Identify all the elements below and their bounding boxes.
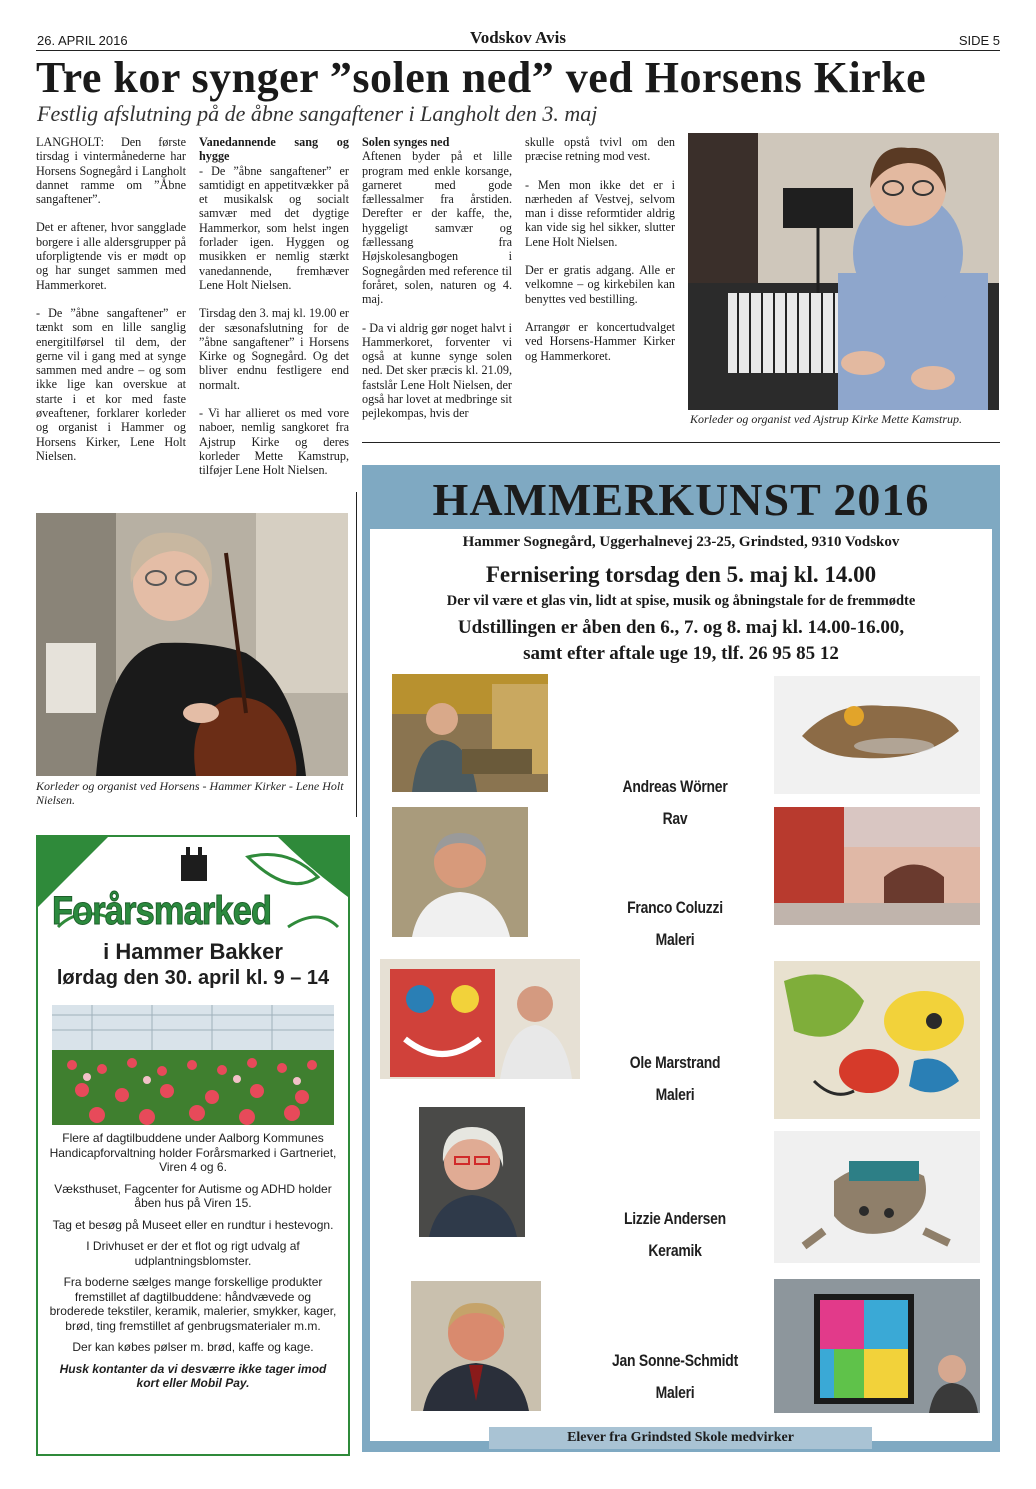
forarsmarked-ad	[36, 835, 350, 1456]
artist-medium: Maleri	[655, 1383, 695, 1402]
section-heading: Solen synges ned	[362, 135, 450, 149]
paragraph: - De ”åbne sangaftener” er samtidigt en appetitvækker på et musikalsk og socialt samvær med det dygtige Hammerkor, som helst ingen forlader igen. Hyggen og musikken er nemlig stærkt vanedannende, fremhæver Lene Holt Nielsen.	[199, 163, 349, 292]
artist-name: Andreas Wörner	[622, 777, 728, 796]
ad-date: lørdag den 30. april kl. 9 – 14	[56, 967, 330, 989]
ad-paragraph: Flere af dagtilbuddene under Aalborg Kommunes Handicapforvaltning holder Forårsmarked i Gartneriet, Viren 4 og 6.	[49, 1131, 337, 1174]
paragraph: LANGHOLT: Den første tirsdag i vintermånederne har Horsens Sognegård i Langholt dannet ramme om ”Åbne sangaftener”.	[36, 135, 186, 207]
artist-medium: Rav	[662, 809, 688, 828]
header-rule	[36, 50, 1000, 51]
pianist-photo	[688, 133, 999, 410]
ad-title: Forårsmarked	[52, 889, 272, 933]
artist-sonne-schmidt	[581, 1345, 770, 1409]
article-column-1	[36, 135, 186, 477]
section-heading: Vanedannende sang og hygge	[199, 135, 349, 164]
hammerkunst-title: HAMMERKUNST 2016	[432, 474, 930, 525]
artist-marstrand	[581, 1047, 770, 1111]
paragraph: Det er aftener, hvor sangglade borgere i alle aldersgrupper på uforpligtende vis er mødt op og har sunget sammen med Hammerkoret.	[36, 220, 186, 292]
issue-date: 26. APRIL 2016	[37, 33, 128, 48]
cellist-photo	[36, 513, 348, 776]
article-column-3	[362, 135, 512, 435]
artist-photo-andersen	[419, 1107, 525, 1237]
ad-footer: Husk kontanter da vi desværre ikke tager imod kort eller Mobil Pay.	[59, 1361, 327, 1390]
ad-body	[48, 1131, 338, 1398]
paragraph: Aftenen byder på et lille program med enkle korsange, garneret med gode fællessalmer fra årstiden. Derefter er der kaffe, the, hyggeligt samvær og fællessang fra Højskolesangbogen i Sognegården med reference til foråret, solen, naturen og 4. maj.	[362, 149, 512, 307]
artist-photo-worner	[392, 674, 548, 792]
paragraph: Tirsdag den 3. maj kl. 19.00 er der sæsonafslutning for de ”åbne sangaftener” i Horsens Kirke og Sognegård. Og det bliver endnu festligere end normalt.	[199, 306, 349, 392]
page-number: SIDE 5	[958, 33, 1000, 48]
ad-paragraph: Der kan købes pølser m. brød, kaffe og kage.	[72, 1340, 314, 1354]
paragraph: Arrangør er koncertudvalget ved Horsens-Hammer Kirker og Hammerkoret.	[525, 319, 675, 363]
artist-name: Ole Marstrand	[629, 1053, 721, 1072]
greenhouse-photo	[52, 1005, 334, 1125]
pianist-caption: Korleder og organist ved Ajstrup Kirke Mette Kamstrup.	[690, 412, 962, 426]
artist-name: Lizzie Andersen	[624, 1209, 726, 1228]
artwork-amber	[774, 676, 980, 794]
artist-coluzzi	[581, 892, 770, 956]
hammerkunst-footer: Elever fra Grindsted Skole medvirker	[489, 1427, 872, 1449]
cellist-caption: Korleder og organist ved Horsens - Hammer Kirker - Lene Holt Nielsen.	[36, 779, 344, 807]
fernisering-heading: Fernisering torsdag den 5. maj kl. 14.00	[485, 562, 877, 587]
artist-andersen	[581, 1203, 770, 1267]
artist-photo-coluzzi	[392, 807, 528, 937]
artwork-painting-abstract	[774, 961, 980, 1119]
newspaper-name: Vodskov Avis	[470, 28, 566, 47]
artist-worner	[581, 771, 770, 835]
artist-name: Jan Sonne-Schmidt	[612, 1351, 738, 1370]
ad-paragraph: I Drivhuset er der et flot og rigt udvalg af udplantningsblomster.	[86, 1239, 300, 1268]
artist-medium: Maleri	[655, 1085, 695, 1104]
paragraph: skulle opstå tvivl om den præcise retning mod vest.	[525, 135, 675, 164]
artist-medium: Keramik	[648, 1241, 702, 1260]
paragraph: - Vi har allieret os med vore naboer, nemlig sangkoret fra Ajstrup Kirke og deres korleder Mette Kamstrup, tilføjer Lene Holt Nielsen.	[199, 406, 349, 478]
artist-photo-sonne-schmidt	[411, 1281, 541, 1411]
section-rule	[362, 442, 1000, 443]
paragraph: - De ”åbne sangaftener” er tænkt som en lille sanglig energitilførsel til dem, der gerne vil i gang med at synge sammen med andre – og som ikke lige kan overskue at starte i et kor med faste øveaftener, forklarer korleder og organist i Hammer og Horsens Kirker, Lene Holt Nielsen.	[36, 305, 186, 463]
artist-photo-marstrand	[380, 959, 580, 1079]
article-column-4	[525, 135, 675, 377]
opening-hours-2: samt efter aftale uge 19, tlf. 26 95 85 12	[523, 643, 839, 664]
fernisering-details: Der vil være et glas vin, lidt at spise, musik og åbningstale for de fremmødte	[446, 593, 916, 609]
artist-name: Franco Coluzzi	[627, 898, 723, 917]
artwork-ceramic	[774, 1131, 980, 1263]
paragraph: - Men mon ikke det er i nærheden af Vestvej, selvom man i disse reformtider aldrig kan vide sig hel sikker, slutter Lene Holt Nielsen.	[525, 177, 675, 249]
exhibition-address: Hammer Sognegård, Uggerhalnevej 23-25, Grindsted, 9310 Vodskov	[462, 534, 900, 550]
ad-subtitle: i Hammer Bakker	[103, 939, 283, 964]
article-subhead: Festlig afslutning på de åbne sangaftener i Langholt den 3. maj	[37, 101, 598, 126]
opening-hours: Udstillingen er åben den 6., 7. og 8. maj kl. 14.00-16.00,	[457, 617, 905, 638]
paragraph: Der er gratis adgang. Alle er velkomne – og kirkebilen kan benyttes ved bestilling.	[525, 263, 675, 306]
ad-paragraph: Væksthuset, Fagcenter for Autisme og ADHD holder åben hus på Viren 15.	[54, 1181, 332, 1210]
ad-paragraph: Tag et besøg på Museet eller en rundtur i hestevogn.	[52, 1217, 334, 1232]
article-headline: Tre kor synger ”solen ned” ved Horsens Kirke	[36, 53, 927, 102]
ad-paragraph: Fra boderne sælges mange forskellige produkter fremstillet af dagtilbuddene: håndvævede og broderede tekstiler, keramik, malerier, smykker, kager, brød, ting fremstillet af genbrugsmaterialer m.m.	[49, 1275, 337, 1333]
column-divider	[356, 492, 357, 817]
paragraph: - Da vi aldrig gør noget halvt i Hammerkoret, forventer vi også at kunne synge solen ned. Det sker præcis kl. 21.09, fastslår Lene Holt Nielsen, der også har lovet at medbringe sit pejlekompas, hvis der	[362, 320, 512, 421]
artwork-painting-colorful	[774, 1279, 980, 1413]
hammerkunst-inner	[370, 529, 992, 1441]
hammerkunst-box	[362, 465, 1000, 1452]
artwork-painting-street	[774, 807, 980, 925]
artist-medium: Maleri	[655, 930, 695, 949]
article-column-2	[199, 135, 349, 492]
